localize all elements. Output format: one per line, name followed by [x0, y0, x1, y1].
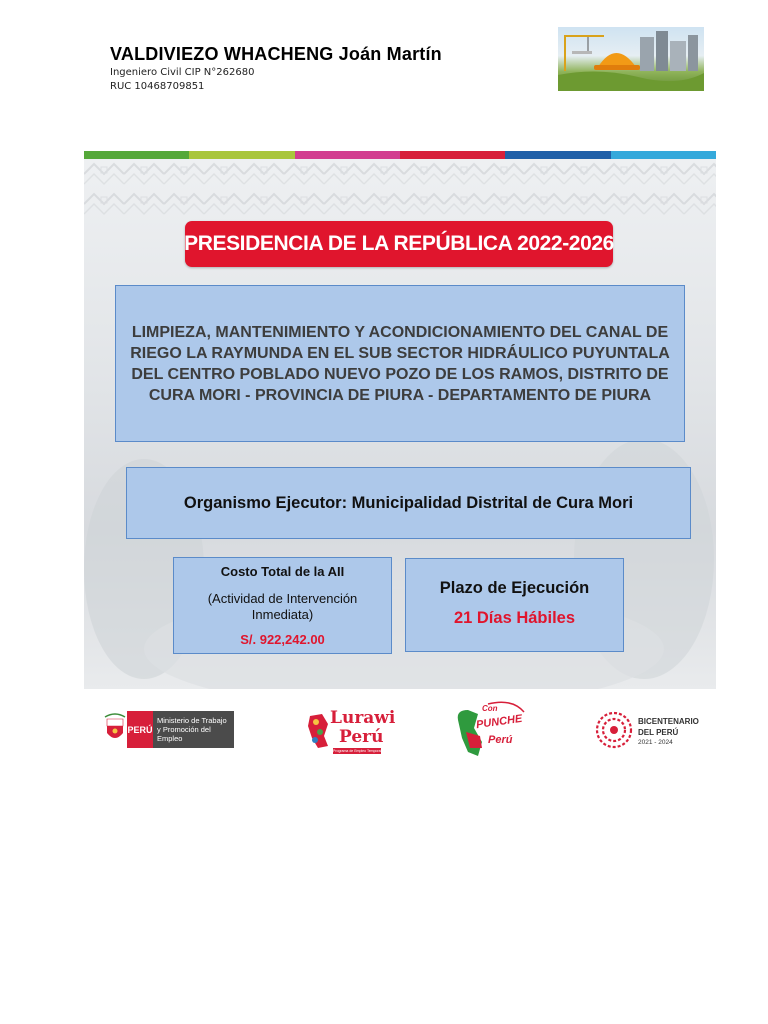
ministerio-label [153, 711, 234, 748]
total-cost-label: Costo Total de la AII [220, 564, 345, 579]
bicentenario-logo [594, 700, 704, 760]
lurawi-word: Lurawi [330, 708, 396, 728]
stripe-red [400, 151, 505, 159]
total-cost-box [173, 557, 392, 654]
stripe-lime [189, 151, 294, 159]
bicentenario-line-1: BICENTENARIO [638, 717, 699, 726]
total-cost-sublabel: (Actividad de Intervención Inmediata) [207, 591, 358, 622]
con-punche-peru-logo [452, 698, 528, 762]
lurawi-tagline: Programa de Empleo Temporal [333, 749, 381, 753]
stripe-green [84, 151, 189, 159]
bicentenario-line-2: DEL PERÚ [638, 728, 679, 737]
author-profession: Ingeniero Civil CIP N°262680 [110, 67, 255, 78]
lurawi-peru-logo [306, 706, 396, 756]
construction-logo-image [558, 27, 704, 91]
peru-word: Perú [339, 727, 384, 747]
bicentenario-emblem-icon [594, 700, 634, 760]
color-stripe [84, 151, 716, 159]
project-description: LIMPIEZA, MANTENIMIENTO Y ACONDICIONAMIENTO DEL CANAL DE RIEGO LA RAYMUNDA EN EL SUB SECTOR HIDRÁULICO PUYUNTALA DEL CENTRO POBLADO NUEVO POZO DE LOS RAMOS, DISTRITO DE CURA MORI - PROVINCIA DE PIURA - DEPARTAMENTO DE PIURA [115, 285, 685, 442]
stripe-magenta [295, 151, 400, 159]
peru-map-icon [306, 714, 330, 750]
author-ruc: RUC 10468709851 [110, 81, 205, 92]
bicentenario-line-3: 2021 - 2024 [638, 739, 673, 746]
stripe-blue [505, 151, 610, 159]
ministerio-line-2: y Promoción del Empleo [157, 725, 211, 743]
total-cost-value: S/. 922,242.00 [240, 632, 325, 647]
decorative-pattern [84, 159, 716, 219]
stripe-cyan [611, 151, 716, 159]
execution-period-box [405, 558, 624, 652]
footer-logos [0, 690, 768, 770]
ministerio-line-1: Ministerio de Trabajo [157, 716, 227, 725]
execution-period-label: Plazo de Ejecución [439, 579, 590, 597]
author-name: VALDIVIEZO WHACHENG Joán Martín [110, 44, 442, 64]
punche-word: PUNCHE [475, 712, 524, 732]
ministerio-logo [103, 711, 234, 748]
executing-agency: Organismo Ejecutor: Municipalidad Distrital de Cura Mori [126, 467, 691, 539]
peru-label: PERÚ [127, 711, 153, 748]
execution-period-value: 21 Días Hábiles [453, 609, 576, 627]
punche-peru: Perú [488, 734, 513, 746]
presidency-title: PRESIDENCIA DE LA REPÚBLICA 2022-2026 [185, 221, 613, 267]
peru-coat-of-arms-icon [103, 711, 127, 748]
project-banner [84, 159, 716, 689]
punche-con: Con [482, 704, 498, 713]
